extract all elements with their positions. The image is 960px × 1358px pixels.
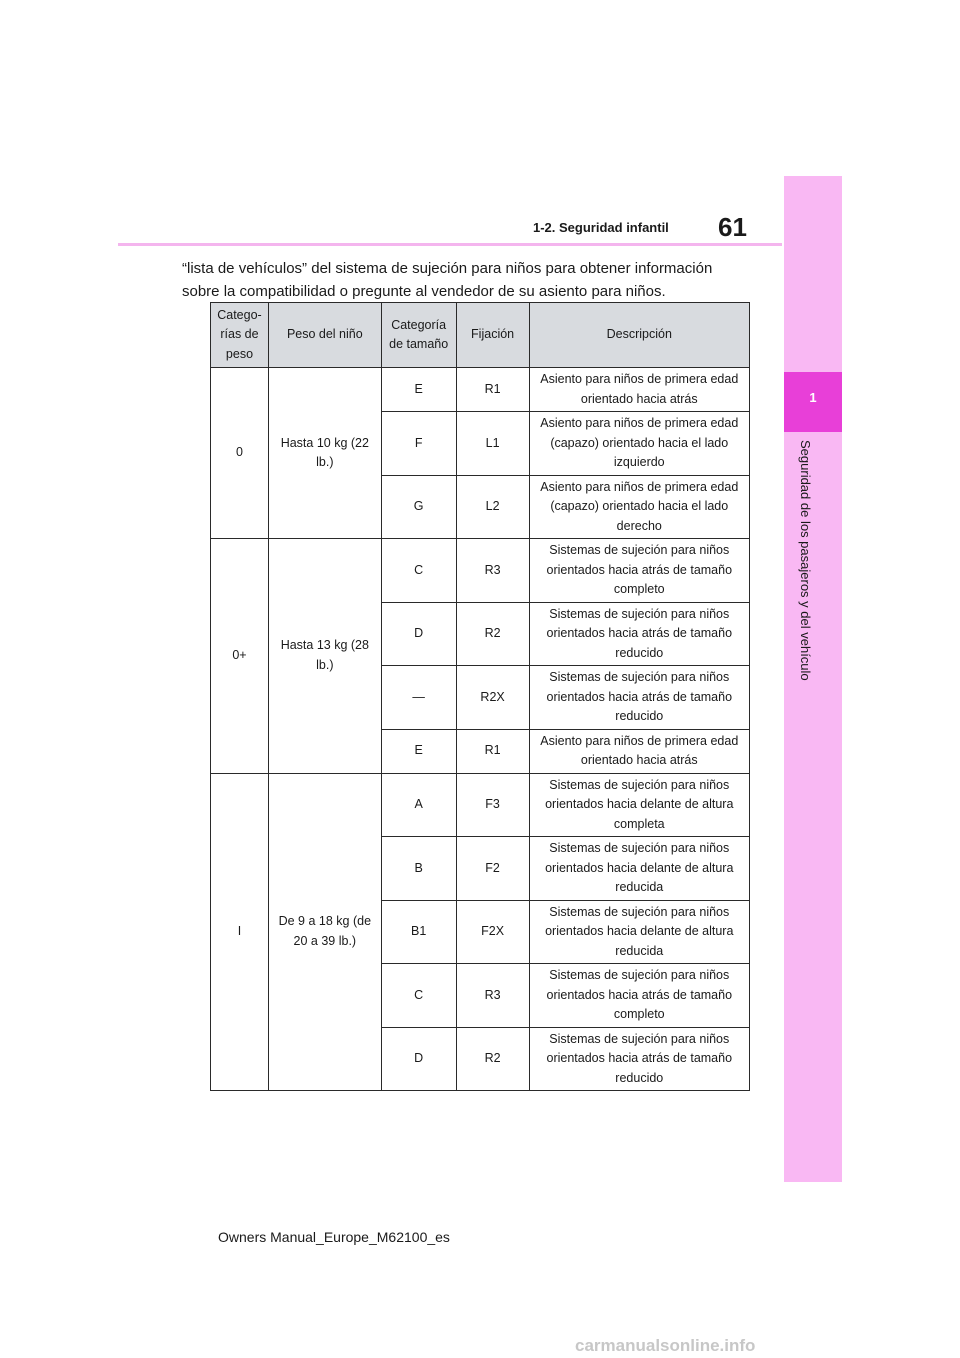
description-cell: Asiento para niños de primera edad (capazo) orientado hacia el lado derecho [529,475,749,539]
header-weight: Peso del niño [268,303,381,368]
description-cell: Sistemas de sujeción para niños orientados hacia atrás de tamaño completo [529,964,749,1028]
table-row [211,368,750,412]
table-row [211,773,750,837]
description-cell: Sistemas de sujeción para niños orientados hacia delante de altura reducida [529,900,749,964]
fixture-cell: R1 [456,729,529,773]
header-description: Descripción [529,303,749,368]
fixture-cell: R2 [456,1027,529,1091]
weight-cell: De 9 a 18 kg (de 20 a 39 lb.) [268,773,381,1091]
description-cell: Asiento para niños de primera edad orientado hacia atrás [529,368,749,412]
weight-cell: Hasta 10 kg (22 lb.) [268,368,381,539]
size-class-cell: B [381,837,456,901]
description-cell: Asiento para niños de primera edad (capazo) orientado hacia el lado izquierdo [529,412,749,476]
description-cell: Sistemas de sujeción para niños orientados hacia delante de altura completa [529,773,749,837]
size-class-cell: A [381,773,456,837]
weight-cell: Hasta 13 kg (28 lb.) [268,539,381,774]
fixture-cell: R3 [456,964,529,1028]
fixture-cell: L2 [456,475,529,539]
section-title: 1-2. Seguridad infantil [533,220,669,235]
header-category: Catego-rías de peso [211,303,269,368]
header-size-class: Categoría de tamaño [381,303,456,368]
size-class-cell: F [381,412,456,476]
fixture-cell: R3 [456,539,529,603]
fixture-cell: F2 [456,837,529,901]
chapter-title-vertical [798,440,827,860]
page-number: 61 [718,212,747,242]
watermark: carmanualsonline.info [575,1336,756,1355]
fixture-cell: F3 [456,773,529,837]
description-cell: Sistemas de sujeción para niños orientados hacia atrás de tamaño reducido [529,666,749,730]
category-cell: 0+ [211,539,269,774]
description-cell: Asiento para niños de primera edad orientado hacia atrás [529,729,749,773]
description-cell: Sistemas de sujeción para niños orientados hacia atrás de tamaño reducido [529,602,749,666]
size-class-cell: — [381,666,456,730]
category-cell: 0 [211,368,269,539]
chapter-number: 1 [809,390,817,405]
size-class-cell: B1 [381,900,456,964]
fixture-cell: R1 [456,368,529,412]
description-cell: Sistemas de sujeción para niños orientados hacia atrás de tamaño reducido [529,1027,749,1091]
child-seat-size-table [210,302,750,1091]
size-class-cell: E [381,729,456,773]
fixture-cell: L1 [456,412,529,476]
fixture-cell: R2X [456,666,529,730]
description-cell: Sistemas de sujeción para niños orientados hacia delante de altura reducida [529,837,749,901]
size-class-cell: C [381,539,456,603]
category-cell: I [211,773,269,1091]
description-cell: Sistemas de sujeción para niños orientados hacia atrás de tamaño completo [529,539,749,603]
header-rule [118,243,782,246]
intro-paragraph: “lista de vehículos” del sistema de sujeción para niños para obtener información sobre la compatibilidad o pregunte al vendedor de su asiento para niños. [182,260,713,300]
header-fixture: Fijación [456,303,529,368]
table-row [211,539,750,603]
size-class-cell: D [381,1027,456,1091]
size-class-cell: D [381,602,456,666]
fixture-cell: R2 [456,602,529,666]
fixture-cell: F2X [456,900,529,964]
size-class-cell: G [381,475,456,539]
table-header-row [211,303,750,368]
footer-document-id: Owners Manual_Europe_M62100_es [218,1229,450,1245]
size-class-cell: C [381,964,456,1028]
size-class-cell: E [381,368,456,412]
chapter-title: Seguridad de los pasajeros y del vehículo [798,440,813,681]
